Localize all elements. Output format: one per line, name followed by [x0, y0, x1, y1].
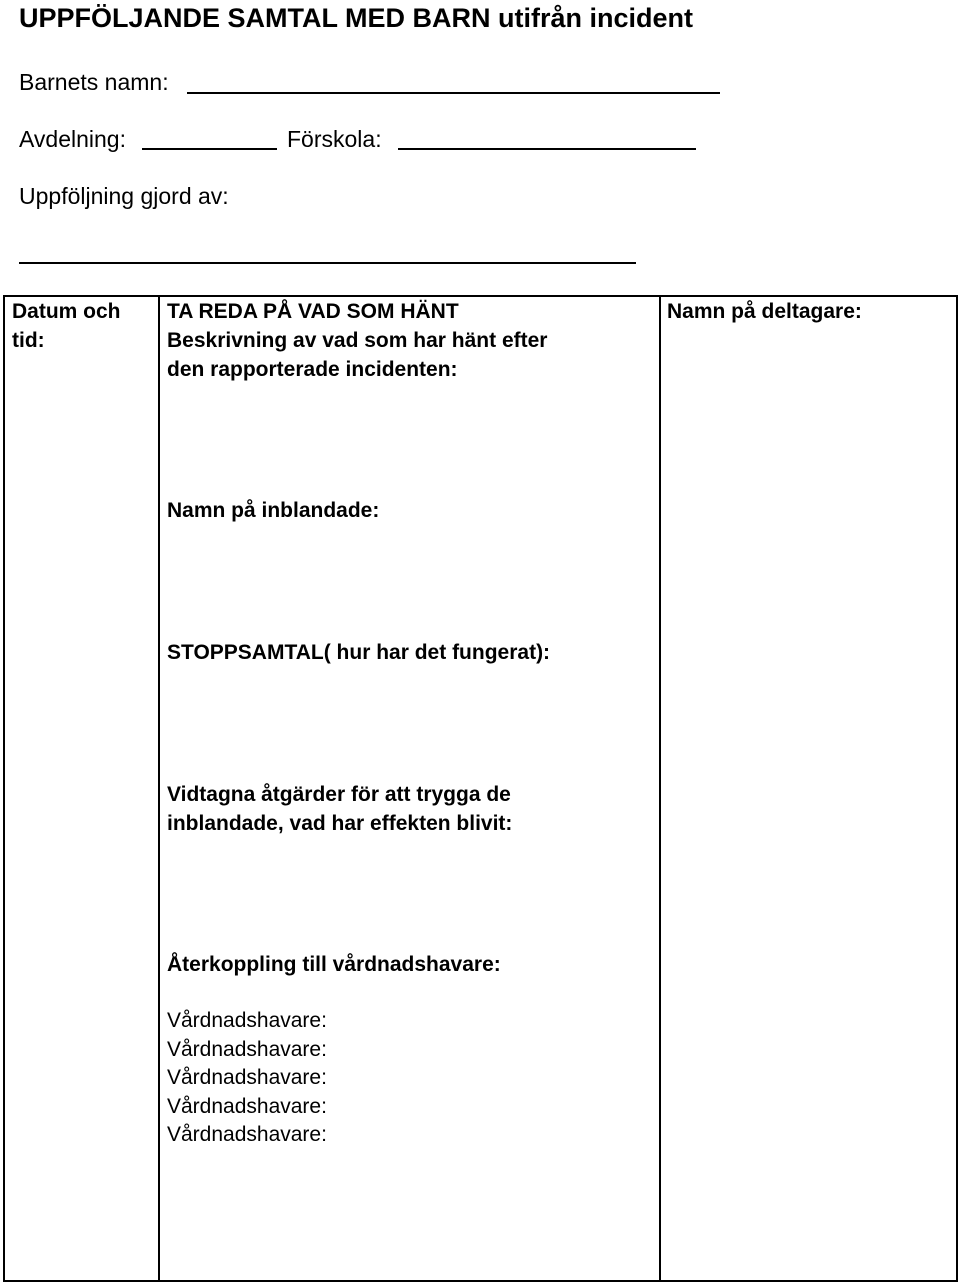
followup-by-label: Uppföljning gjord av:: [19, 183, 229, 209]
department-field-line[interactable]: [142, 148, 277, 150]
child-name-label: Barnets namn:: [19, 69, 169, 95]
guardian-line: Vårdnadshavare:: [167, 1066, 327, 1089]
participants-header: Namn på deltagare:: [667, 300, 862, 323]
date-time-header: Datum och tid:: [12, 300, 121, 352]
guardian-line: Vårdnadshavare:: [167, 1094, 327, 1118]
what-happened-heading: TA REDA PÅ VAD SOM HÄNT Beskrivning av vad som har hänt efter den rapporterade incidenten:: [167, 300, 548, 381]
column-divider: [659, 297, 661, 1280]
column-divider: [158, 297, 160, 1280]
stop-talk-label: STOPPSAMTAL( hur har det fungerat):: [167, 641, 551, 664]
incident-followup-table: [3, 295, 958, 1282]
child-name-field-line[interactable]: [187, 92, 720, 94]
guardian-list: [167, 1007, 327, 1150]
guardian-line: Vårdnadshavare:: [167, 1123, 327, 1146]
form-title: UPPFÖLJANDE SAMTAL MED BARN utifrån incident: [19, 3, 694, 33]
guardian-line: Vårdnadshavare:: [167, 1009, 327, 1032]
department-label: Avdelning:: [19, 126, 126, 152]
guardian-feedback-label: Återkoppling till vårdnadshavare:: [167, 953, 501, 976]
followup-by-field-line[interactable]: [19, 262, 636, 264]
guardian-line: Vårdnadshavare:: [167, 1037, 327, 1061]
measures-label: Vidtagna åtgärder för att trygga de inblandade, vad har effekten blivit:: [167, 783, 513, 835]
preschool-label: Förskola:: [287, 126, 382, 152]
preschool-field-line[interactable]: [398, 148, 696, 150]
involved-names-label: Namn på inblandade:: [167, 499, 380, 522]
